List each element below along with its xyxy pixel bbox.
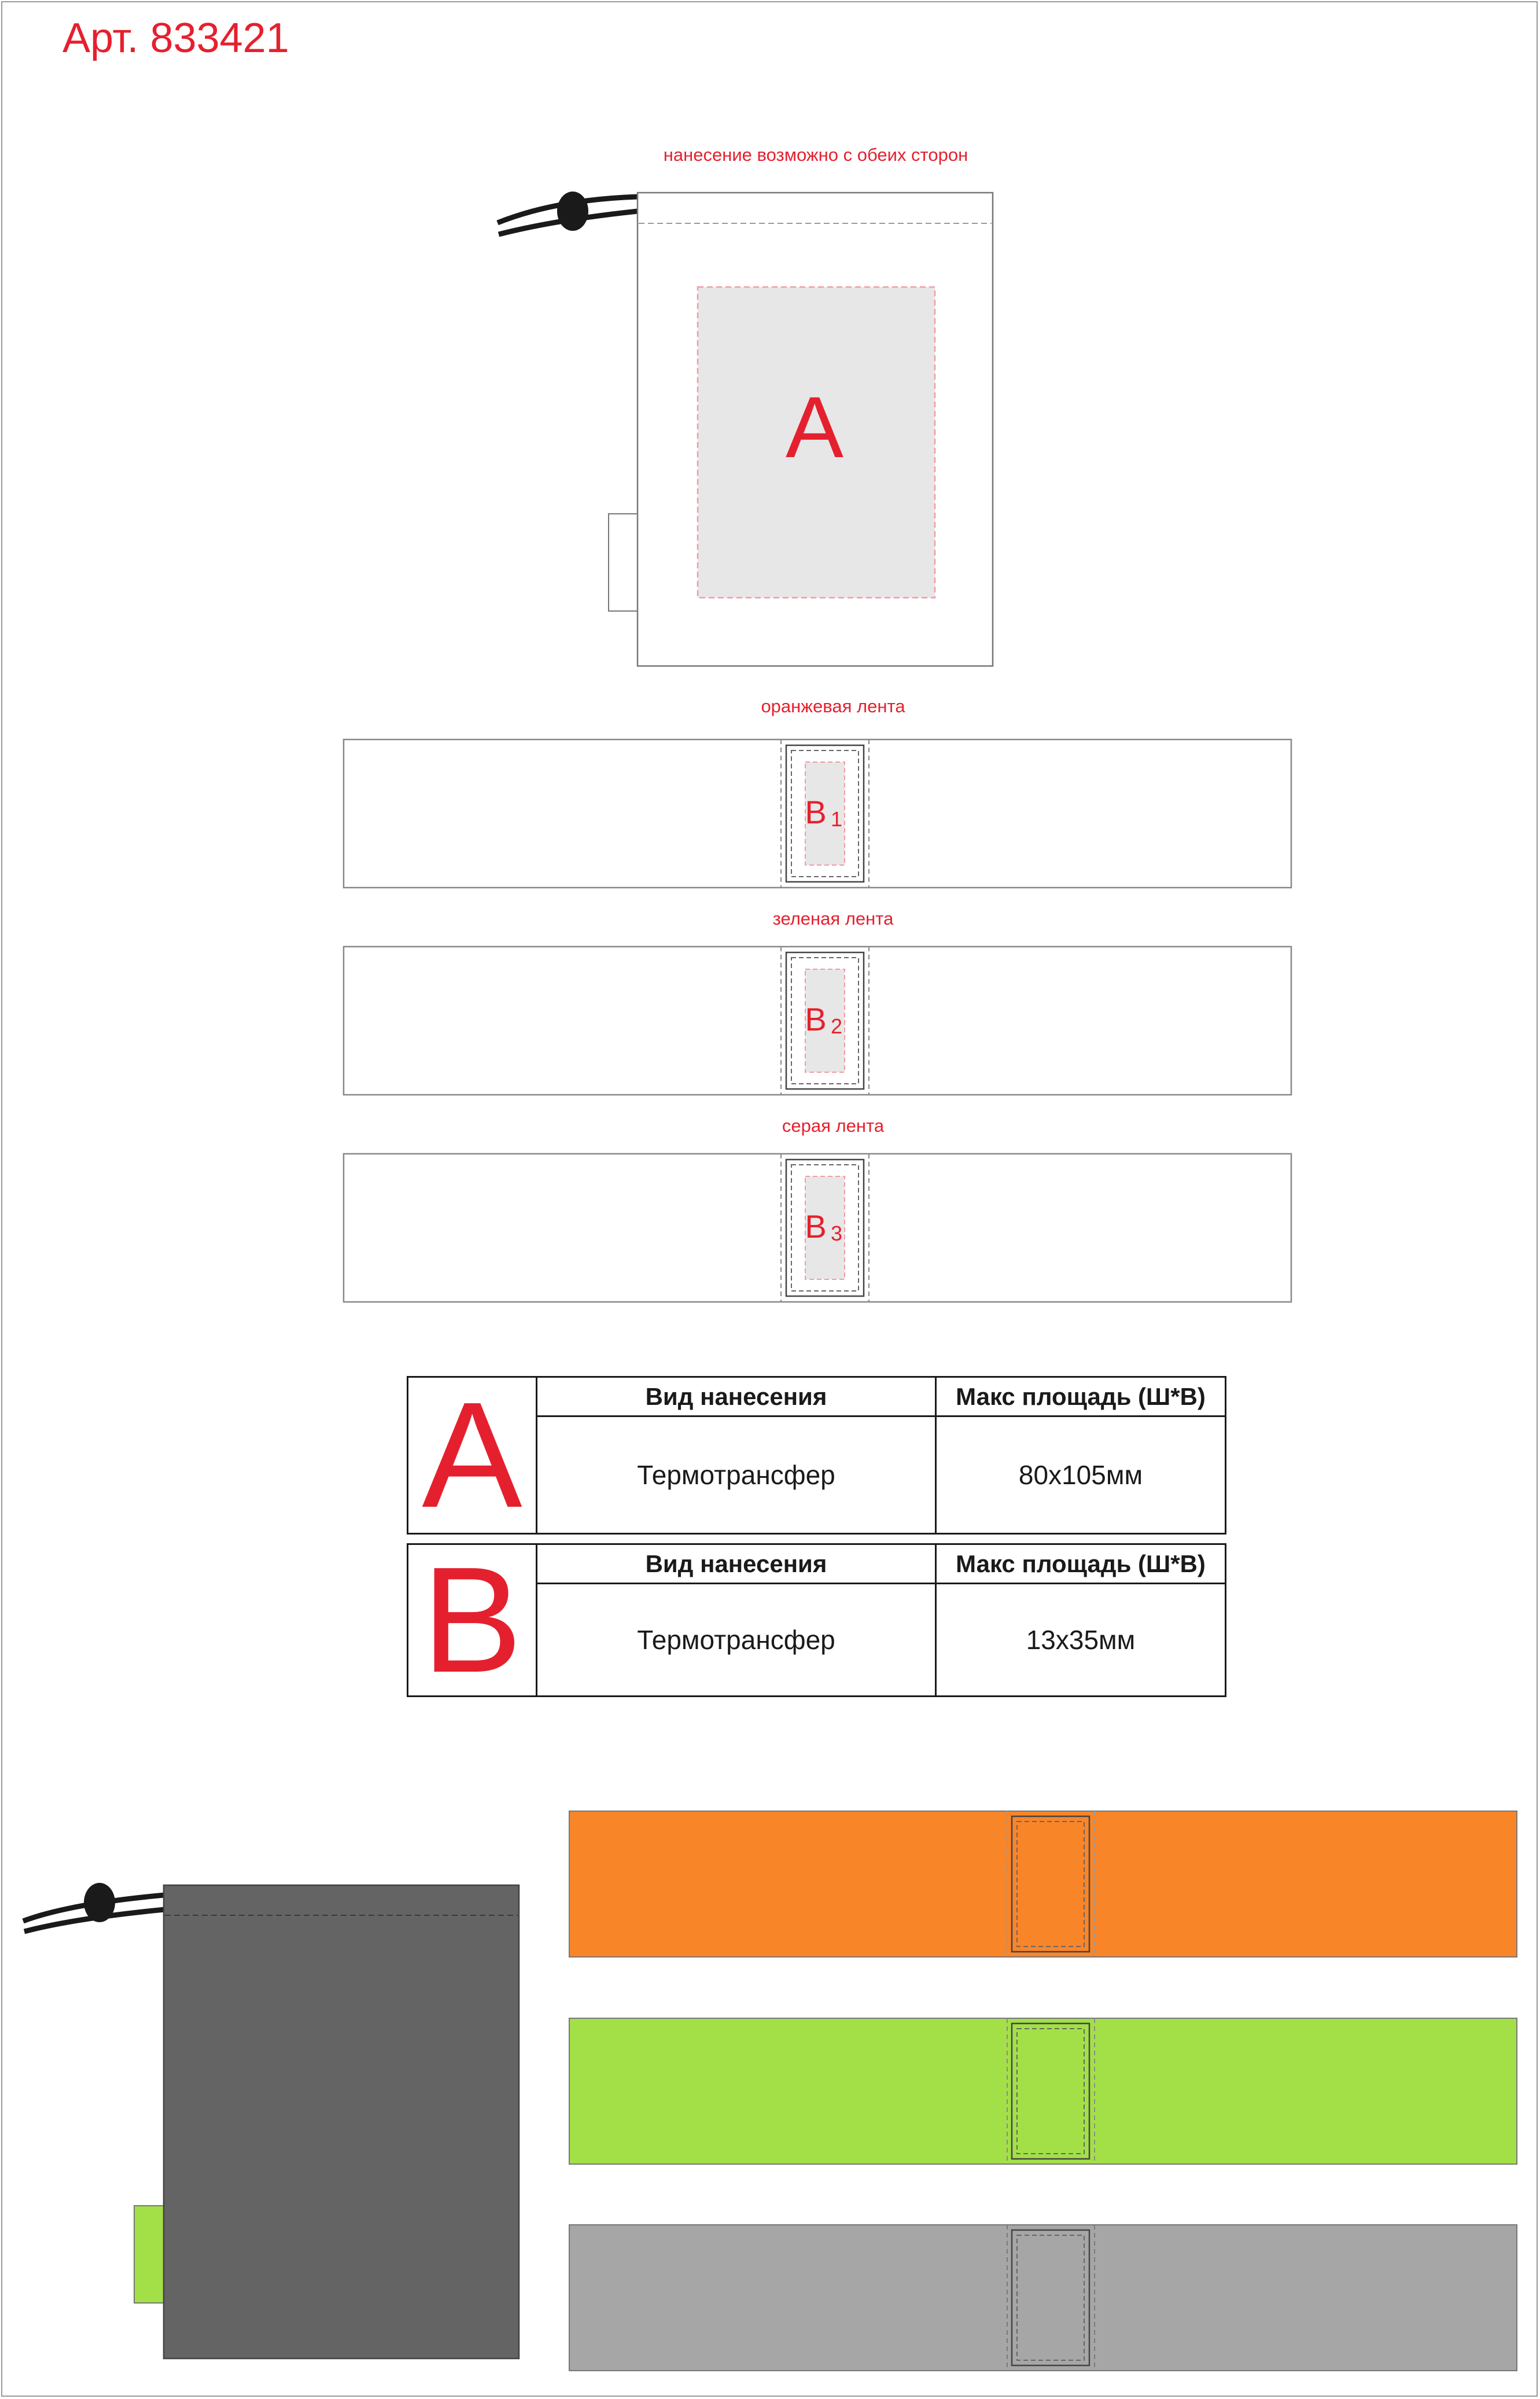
- pouch-outline: [498, 192, 993, 666]
- header-max-area: Макс площадь (Ш*В): [936, 1377, 1226, 1416]
- header-max-area: Макс площадь (Ш*В): [936, 1544, 1226, 1584]
- caption-both-sides: нанесение возможно с обеих сторон: [663, 145, 968, 165]
- pouch-body: [164, 1885, 519, 2358]
- zone-a-label: A: [785, 378, 844, 476]
- cord-stopper: [557, 192, 588, 231]
- band-rect: [569, 1811, 1517, 1957]
- article-number: Арт. 833421: [62, 15, 289, 61]
- band-green-outline: [344, 947, 1291, 1095]
- band-orange: [569, 1811, 1517, 1957]
- band-green: [569, 2018, 1517, 2164]
- header-method: Вид нанесения: [537, 1377, 936, 1416]
- band-grey-outline: [344, 1154, 1291, 1302]
- size-value: 13х35мм: [936, 1584, 1226, 1697]
- size-value: 80х105мм: [936, 1416, 1226, 1534]
- caption-orange-band: оранжевая лента: [761, 696, 905, 716]
- header-method: Вид нанесения: [537, 1544, 936, 1584]
- caption-grey-band: серая лента: [782, 1116, 885, 1136]
- band-rect: [569, 2225, 1517, 2371]
- table-letter-cell: [408, 1371, 537, 1539]
- band-grey: [569, 2225, 1517, 2371]
- zone-b3-subscript: 3: [830, 1221, 843, 1245]
- table-letter: A: [422, 1371, 522, 1539]
- band-rect: [569, 2018, 1517, 2164]
- zone-b3-label: B: [805, 1208, 827, 1245]
- zone-b2-label: B: [805, 1001, 827, 1037]
- zone-b2-subscript: 2: [830, 1014, 843, 1038]
- spec-table-a: [407, 1371, 1226, 1539]
- zone-b1-subscript: 1: [830, 807, 843, 831]
- cord-stopper: [84, 1883, 115, 1922]
- caption-green-band: зеленая лента: [772, 908, 894, 929]
- method-value: Термотрансфер: [537, 1584, 936, 1697]
- side-tab: [609, 514, 639, 611]
- band-orange-outline: [344, 739, 1291, 888]
- method-value: Термотрансфер: [537, 1416, 936, 1534]
- table-letter-cell: [408, 1536, 537, 1704]
- spec-table-b: [407, 1536, 1226, 1704]
- side-tab: [134, 2206, 164, 2303]
- table-letter: B: [422, 1536, 522, 1704]
- zone-b1-label: B: [805, 794, 827, 830]
- pouch-colored: [23, 1883, 519, 2358]
